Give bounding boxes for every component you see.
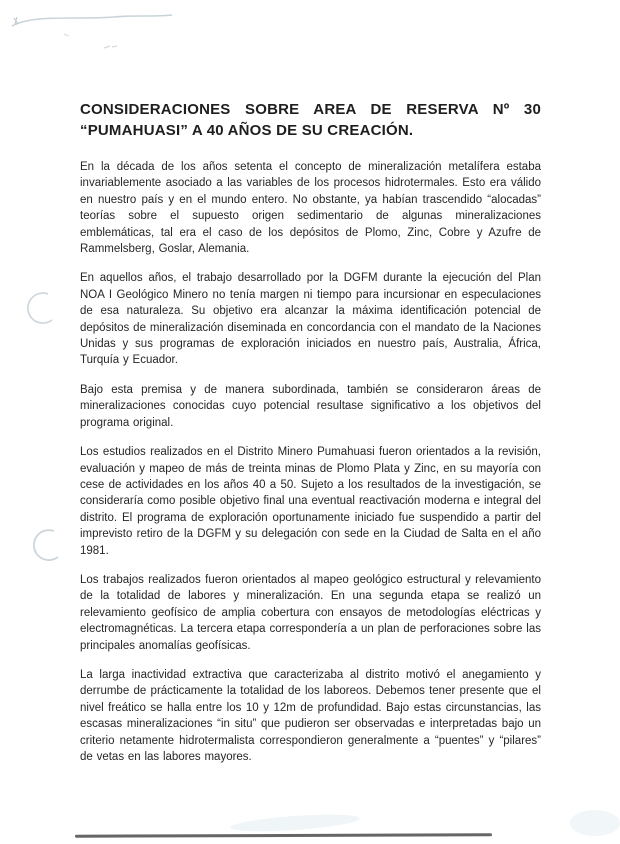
paragraph: Los estudios realizados en el Distrito Minero Pumahuasi fueron orientados a la revisión, evaluación y mapeo de más de treinta minas de Plomo Plata y Zinc, en su mayoría con cese de actividades en los años 40 a 50. Sujeto a los resultados de la investigación, se consideraría como posible objetivo final una eventual reactivación moderna e integral del distrito. El programa de exploración oportunamente iniciado fue suspendido a partir del imprevisto retiro de la DGFM y su delegación con sede en la Ciudad de Salta en el año 1981. bbox=[80, 446, 541, 557]
margin-pen-mark-top bbox=[10, 280, 70, 350]
scan-smudge-corner bbox=[570, 810, 620, 836]
scan-smudge bbox=[230, 811, 361, 834]
scan-edge-line bbox=[75, 833, 492, 837]
title-line-1: CONSIDERACIONES SOBRE AREA DE RESERVA Nº 30 bbox=[80, 101, 541, 118]
pencil-scribble-mark bbox=[4, 4, 194, 64]
paragraph: Bajo esta premisa y de manera subordinada, también se consideraron áreas de mineralizaciones conocidas cuyo potencial resultase significativo a los objetivos del programa original. bbox=[80, 383, 541, 429]
margin-pen-mark-bottom bbox=[14, 515, 74, 585]
paragraph: Los trabajos realizados fueron orientados al mapeo geológico estructural y relevamiento de la totalidad de labores y mineralización. En una segunda etapa se realizó un relevamiento geofísico de amplia cobertura con ensayos de metodologías eléctricas y electromagnéticas. La tercera etapa correspondería a un plan de perforaciones sobre las principales anomalías geofísicas. bbox=[80, 573, 541, 652]
paragraph: En aquellos años, el trabajo desarrollado por la DGFM durante la ejecución del Plan NOA I Geológico Minero no tenía margen ni tiempo para incursionar en especulaciones de esa naturaleza. Su objetivo era alcanzar la máxima identificación potencial de depósitos de mineralización diseminada en concordancia con el mandato de la Naciones Unidas y sus programas de exploración iniciados en nuestro país, Australia, África, Turquía y Ecuador. bbox=[80, 272, 541, 367]
document-title bbox=[80, 99, 541, 141]
document-body bbox=[80, 159, 541, 765]
title-line-2: “PUMAHUASI” A 40 AÑOS DE SU CREACIÓN. bbox=[80, 122, 414, 139]
document-content bbox=[80, 99, 541, 778]
paragraph: La larga inactividad extractiva que caracterizaba al distrito motivó el anegamiento y derrumbe de prácticamente la totalidad de los laboreos. Debemos tener presente que el nivel freático se halla entre los 10 y 12m de profundidad. Bajo estas circunstancias, las escasas mineralizaciones “in situ” que pudieron ser observadas e interpretadas bajo un criterio netamente hidrotermalista correspondieron generalmente a “puentes” y “pilares” de vetas en las labores mayores. bbox=[80, 668, 541, 763]
paragraph: En la década de los años setenta el concepto de mineralización metalífera estaba invariablemente asociado a las variables de los procesos hidrotermales. Esto era válido en nuestro país y en el mundo entero. No obstante, ya habían trascendido “alocadas” teorías sobre el supuesto origen sedimentario de algunas mineralizaciones emblemáticas, tal era el caso de los depósitos de Plomo, Zinc, Cobre y Azufre de Rammelsberg, Goslar, Alemania. bbox=[80, 161, 541, 256]
